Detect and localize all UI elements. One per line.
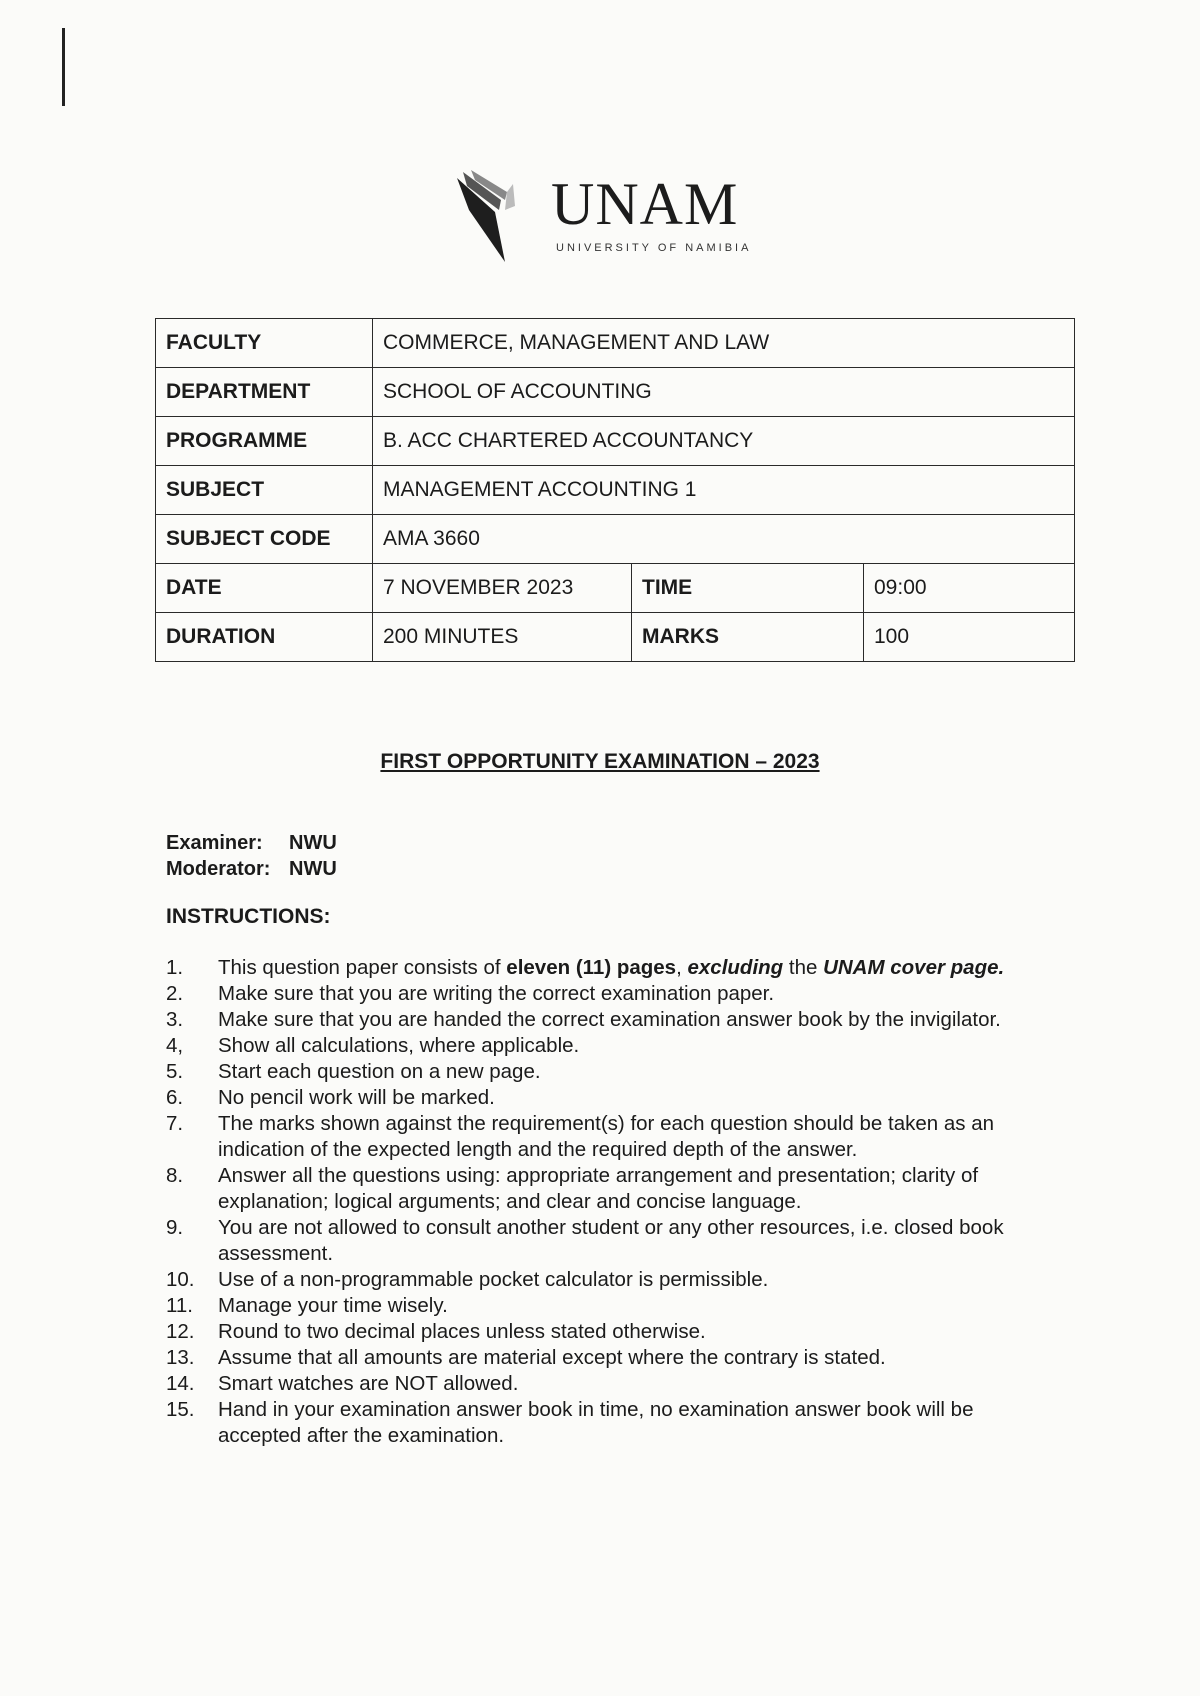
item-text xyxy=(218,955,1036,981)
item-number: 10. xyxy=(166,1268,195,1291)
item-text: Use of a non-programmable pocket calculator is permissible. xyxy=(218,1268,769,1291)
item-number: 12. xyxy=(166,1320,195,1343)
item-text: Start each question on a new page. xyxy=(218,1060,541,1083)
table-row xyxy=(156,319,1075,368)
examiner-value: NWU xyxy=(289,832,337,854)
instructions-list xyxy=(166,955,1036,1449)
item-text-italic: excluding xyxy=(687,956,784,979)
list-item xyxy=(166,1371,1036,1397)
list-item xyxy=(166,1345,1036,1371)
item-text: You are not allowed to consult another student or any other resources, i.e. closed book assessment. xyxy=(218,1216,1004,1265)
table-row xyxy=(156,466,1075,515)
item-number: 15. xyxy=(166,1398,195,1421)
date-value: 7 NOVEMBER 2023 xyxy=(373,564,632,613)
time-label: TIME xyxy=(632,564,864,613)
item-text: Smart watches are NOT allowed. xyxy=(218,1372,519,1395)
examiner-line xyxy=(166,830,337,856)
item-text: The marks shown against the requirement(s) for each question should be taken as an indication of the expected length and the required depth of the answer. xyxy=(218,1112,995,1161)
table-row xyxy=(156,417,1075,466)
item-text-part: This question paper consists of xyxy=(218,956,507,979)
item-number: 1. xyxy=(166,956,184,979)
time-value: 09:00 xyxy=(864,564,1075,613)
item-text-part: , xyxy=(676,956,688,979)
date-label: DATE xyxy=(156,564,373,613)
list-item xyxy=(166,1215,1036,1267)
exam-info-table xyxy=(155,318,1075,662)
list-item xyxy=(166,1319,1036,1345)
subject-code-label: SUBJECT CODE xyxy=(156,515,373,564)
logo-wordmark: UNAM xyxy=(551,171,739,237)
subject-value: MANAGEMENT ACCOUNTING 1 xyxy=(373,466,1075,515)
item-number: 4, xyxy=(166,1034,184,1057)
duration-label: DURATION xyxy=(156,613,373,662)
item-number: 14. xyxy=(166,1372,195,1395)
scan-mark xyxy=(62,28,65,106)
instructions-heading: INSTRUCTIONS: xyxy=(166,905,331,928)
book-feather-icon xyxy=(455,170,545,265)
list-item xyxy=(166,1163,1036,1215)
programme-label: PROGRAMME xyxy=(156,417,373,466)
faculty-label: FACULTY xyxy=(156,319,373,368)
subject-code-value: AMA 3660 xyxy=(373,515,1075,564)
list-item xyxy=(166,1007,1036,1033)
item-number: 3. xyxy=(166,1008,184,1031)
item-text-bold: eleven (11) pages xyxy=(506,956,677,979)
department-value: SCHOOL OF ACCOUNTING xyxy=(373,368,1075,417)
list-item xyxy=(166,1293,1036,1319)
logo-subtitle: UNIVERSITY OF NAMIBIA xyxy=(556,242,752,254)
list-item xyxy=(166,1059,1036,1085)
item-text: Make sure that you are writing the correct examination paper. xyxy=(218,982,775,1005)
moderator-label: Moderator: xyxy=(166,858,271,880)
item-text: Make sure that you are handed the correct examination answer book by the invigilator. xyxy=(218,1008,1001,1031)
table-row xyxy=(156,613,1075,662)
item-number: 7. xyxy=(166,1112,184,1135)
moderator-value: NWU xyxy=(289,858,337,880)
table-row xyxy=(156,368,1075,417)
list-item xyxy=(166,955,1036,981)
subject-label: SUBJECT xyxy=(156,466,373,515)
item-text: Manage your time wisely. xyxy=(218,1294,448,1317)
list-item xyxy=(166,1397,1036,1449)
item-number: 8. xyxy=(166,1164,184,1187)
item-number: 6. xyxy=(166,1086,184,1109)
item-number: 5. xyxy=(166,1060,184,1083)
examiner-label: Examiner: xyxy=(166,832,263,854)
item-number: 11. xyxy=(166,1294,193,1317)
list-item xyxy=(166,1085,1036,1111)
list-item xyxy=(166,1111,1036,1163)
item-text: No pencil work will be marked. xyxy=(218,1086,495,1109)
item-text-part: the xyxy=(783,956,824,979)
faculty-value: COMMERCE, MANAGEMENT AND LAW xyxy=(373,319,1075,368)
item-text: Assume that all amounts are material except where the contrary is stated. xyxy=(218,1346,886,1369)
exam-title: FIRST OPPORTUNITY EXAMINATION – 2023 xyxy=(380,750,820,773)
table-row xyxy=(156,564,1075,613)
list-item xyxy=(166,1033,1036,1059)
list-item xyxy=(166,981,1036,1007)
item-text: Hand in your examination answer book in time, no examination answer book will be accepted after the examination. xyxy=(218,1398,974,1447)
unam-logo xyxy=(455,170,755,270)
marks-label: MARKS xyxy=(632,613,864,662)
programme-value: B. ACC CHARTERED ACCOUNTANCY xyxy=(373,417,1075,466)
item-text: Round to two decimal places unless stated otherwise. xyxy=(218,1320,706,1343)
item-number: 9. xyxy=(166,1216,184,1239)
moderator-line xyxy=(166,856,337,882)
marks-value: 100 xyxy=(864,613,1075,662)
item-text: Show all calculations, where applicable. xyxy=(218,1034,580,1057)
table-row xyxy=(156,515,1075,564)
item-text: Answer all the questions using: appropriate arrangement and presentation; clarity of explanation; logical arguments; and clear and concise language. xyxy=(218,1164,979,1213)
department-label: DEPARTMENT xyxy=(156,368,373,417)
item-number: 13. xyxy=(166,1346,195,1369)
list-item xyxy=(166,1267,1036,1293)
staff-block xyxy=(166,830,337,882)
item-text-bold-italic: UNAM cover page. xyxy=(823,956,1005,979)
duration-value: 200 MINUTES xyxy=(373,613,632,662)
item-number: 2. xyxy=(166,982,184,1005)
